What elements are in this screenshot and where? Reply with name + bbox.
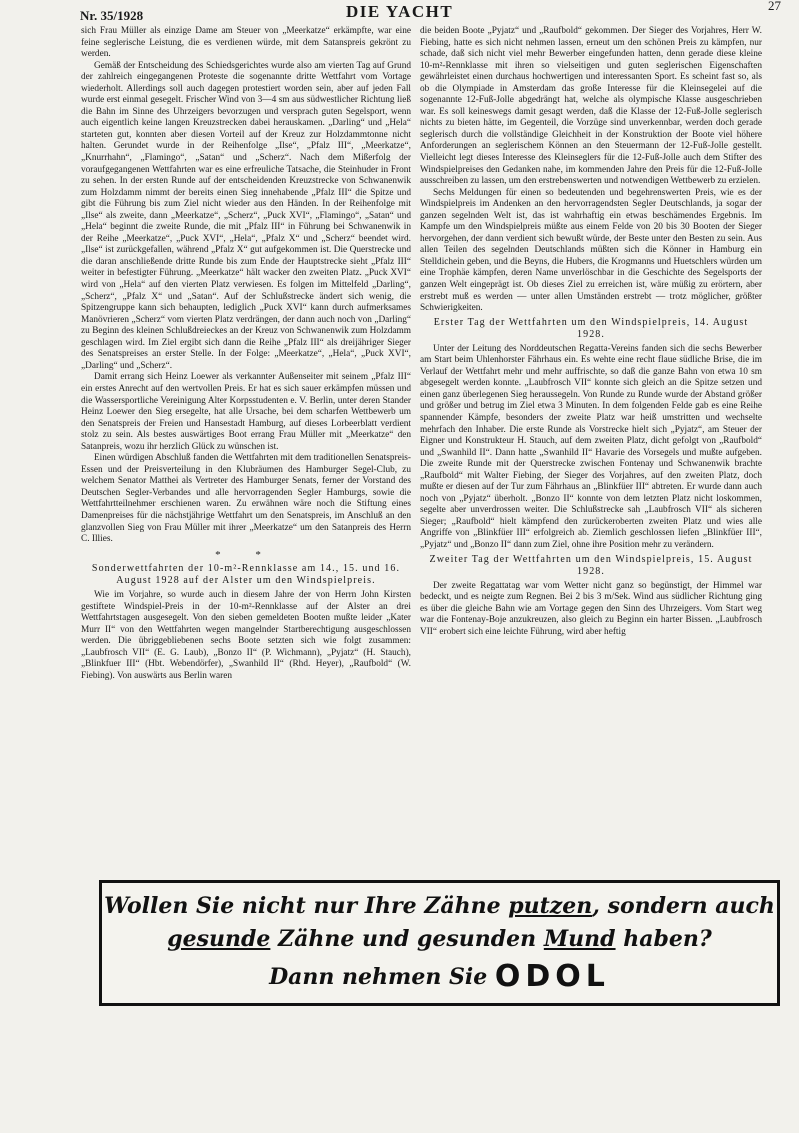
ad-text-underlined: Mund xyxy=(543,926,616,952)
left-column xyxy=(81,26,411,683)
paragraph: Unter der Leitung des Norddeutschen Regatta-Vereins fanden sich die sechs Bewerber am Start beim Uhlenhorster Fährhaus ein. Es wehte eine recht flaue südliche Brise, die im Verlauf der Wettfahrt mehr und mehr auffrischte, so daß die ganze Bahn von etwa 10 sm abgesegelt werden konnte. „Laubfrosch VII“ konnte sich gleich an die Spitze setzen und einen ganz überlegenen Sieg heraussegeln. Von Runde zu Runde wurde der Abstand größer und größer und betrug im Ziel etwa 3 Minuten. In dem folgenden Felde gab es eine Reihe spannender Kämpfe, besonders der zweite Platz war heiß umstritten und wechselte mehrfach den Inhaber. Die erste Runde als Vorstrecke hielt sich „Pyjatz“, am Steuer der Eigner und Konstrukteur H. Stauch, auf dem zweiten Platz, dicht gefolgt von „Raufbold“ und „Swanhild II“. Dann hatte „Swanhild II“ Havarie des Vorsegels und mußte aufgeben. Die zweite Runde mit der Querstrecke zwischen Fontenay und Schwanenwik brachte „Raufbold“ mit Walter Fiebing, der Sieger des Vorjahres, auf den zweiten Platz, doch mußte er diesen auf der Tur zum Fährhaus an „Blinkfüer III“ abtreten. Er wurde dann auch noch von „Pyjatz“ überholt. „Bonzo II“ konnte von dem letzten Platz nicht loskommen, segelte aber unverdrossen weiter. Die Schlußstrecke sah „Laubfrosch VII“ als sicheren Sieger; „Raufbold“ hielt kämpfend den zurückeroberten zweiten Platz und wies alle Angriffe von „Blinkfüer III“ erfolgreich ab. Ziemlich geschlossen liefen „Blinkfüer III“, „Pyjatz“ und „Bonzo II“ dann zum Ziel, ohne ihre Position mehr zu verändern. xyxy=(420,343,762,550)
page-header xyxy=(0,2,799,22)
ad-text-underlined: putzen xyxy=(508,893,593,919)
section-heading: Erster Tag der Wettfahrten um den Windspielpreis, 14. August 1928. xyxy=(433,316,749,340)
section-heading: Zweiter Tag der Wettfahrten um den Windspielpreis, 15. August 1928. xyxy=(429,553,753,577)
paragraph: die beiden Boote „Pyjatz“ und „Raufbold“ gekommen. Der Sieger des Vorjahres, Herr W. Fiebing, hatte es sich nicht nehmen lassen, erneut um den schönen Preis zu kämpfen, nur schade, daß sich nicht viel mehr Bewerber eingefunden hatten, denn gerade diese kleine 10-m²-Rennklasse mit ihren so vielseitigen und guten seglerischen Eigenschaften gewährleistet einen durchaus hochwertigen und interessanten Sport. Es scheint fast so, als ob die Olympiade in Amsterdam das große Interesse für die Kleinsegelei auf die sogenannte 12-Fuß-Jolle abgedrängt hat, welche als olympische Klasse ausgeschrieben war. Es soll keineswegs damit gesagt werden, daß die Klasse der 12-Fuß-Jolle seglerisch nichts zu bieten hätte, im Gegenteil, die Vorzüge sind unverkennbar, werden doch gerade seglerisch durch die vollständige Gleichheit in der Konstruktion der Boote viel höhere Anforderungen an seglerischem Können an den Steuermann der 12-Fuß-Jolle gestellt. Vielleicht legt dieses Interesse des Kleinseglers für die 12-Fuß-Jolle auch dem Stifter des Windspielpreises den Gedanken nahe, im kommenden Jahre den Preis für die 12-Fuß-Jolle ausschreiben zu lassen, um den erstrebenswerten und notwendigen Wettbewerb zu erzielen. xyxy=(420,26,762,187)
section-separator: * * xyxy=(215,548,277,561)
paragraph: Der zweite Regattatag war vom Wetter nicht ganz so begünstigt, der Himmel war bedeckt, und es neigte zum Regnen. Bei 2 bis 3 m/Sek. Wind aus südlicher Richtung ging es über die gleiche Bahn wie am Vortage gegen den Sinn des Uhrzeigers. Vom Start weg war die Fontenay-Boje anzukreuzen, also gleich zu Beginn ein harter Bissen. „Laubfrosch VII“ erobert sich eine leichte Führung, wird aber heftig xyxy=(420,580,762,637)
ad-text: Dann nehmen Sie xyxy=(269,964,495,990)
paragraph: Gemäß der Entscheidung des Schiedsgerichtes wurde also am vierten Tag auf Grund der zahlreich eingegangenen Proteste die sogenannte dritte Wettfahrt vom Vortage wiederholt. Allerdings soll auch dagegen protestiert worden sein, aber auf jeden Fall wurde erst einmal gesegelt. Frischer Wind von 3—4 sm aus südwestlicher Richtung ließ die Bahn im Sinne des Uhrzeigers bevorzugen und versprach guten Segelsport, wenn auch eigentlich keine langen Kreuzstrecken dabei herauskamen. „Darling“ und „Hela“ starteten gut, konnten aber diesen Vorteil auf der Kreuz zur Holzdammtonne nicht halten. Gerundet wurde in der Reihenfolge „Ilse“, „Pfalz III“, „Meerkatze“, „Knurrhahn“, „Flamingo“, „Satan“ und „Scherz“. Nach dem Mißerfolg der voraufgegangenen Wettfahrten war es eine erfreuliche Tatsache, die Steinhuder in Front zu sehen. In der ersten Runde auf der entscheidenden Kreuzstrecke von Schwanenwik zum Holzdamm nimmt der bereits einen Sieg innehabende „Pfalz III“ die Spitze und gibt die Führung bis zum Ziel nicht wieder aus den Händen. In der Reihenfolge mit „Ilse“ als zweite, dann „Meerkatze“, „Scherz“, „Puck XVI“, „Flamingo“, „Satan“ und „Hela“ beginnt die zweite Runde, die mit „Pfalz III“ in Führung bei Schwanenwik in der Reihe „Meerkatze“, „Puck XVI“, „Hela“, „Pfalz X“ und „Scherz“ beendet wird. „Ilse“ ist zurückgefallen, während „Pfalz X“ gut aufgekommen ist. Die Querstrecke und die daran anschließende dritte Runde bis zum Ende der Hauptstrecke sieht „Pfalz III“ weiter in befestigter Führung. „Meerkatze“ hält wacker den zweiten Platz. „Puck XVI“ wird von „Hela“ auf den vierten Platz verwiesen. Es folgen im Mittelfeld „Darling“, „Scherz“, „Pfalz X“ und „Satan“. Auf der Schlußstrecke ändert sich wenig, die Spitzengruppe kann sich behaupten, lediglich „Puck XVI“ kann durch aufmerksames Manövrieren „Scherz“ vom vierten Platz verdrängen, der dann auch noch von „Darling“ zu Beginn des kleinen Schlußdreieckes an der Kreuz von Schwanenwik zum Holzdamm geschlagen wird. Im Ziel ergibt sich dann die Reihe „Pfalz III“ als dreijähriger Sieger des Senatspreises an erster Stelle. In der Folge: „Meerkatze“, „Hela“, „Puck XVI“, „Darling“ und „Scherz“. xyxy=(81,60,411,371)
paragraph: Sechs Meldungen für einen so bedeutenden und begehrenswerten Preis, wie es der Windspielpreis im Andenken an den hervorragendsten Segler Deutschlands, ja sogar der ganzen segelnden Welt ist, das ist wahrhaftig ein etwas beschämendes Ergebnis. Im Kampfe um den Windspielpreis müßte aus einem Felde von 20 bis 30 Booten der Sieger hervorgehen, der dann verdient sich bewußt würde, der Beste unter den Besten zu sein. Aus allen Teilen des segelnden Deutschlands müßten sich die Könner in Hamburg ein Stelldichein geben, und die Beyns, die Hubers, die Krogmanns und Huetschlers würden um eine Trophäe kämpfen, deren Name unverlöschbar in die Geschichte des Segelsports der ganzen Welt eingeprägt ist. Ob dieses Ziel zu erreichen ist, wäre müßig zu erörtern, aber erstrebt muß es werden — unter allen Umständen erstrebt — trotz möglicher, größter Schwierigkeiten. xyxy=(420,187,762,314)
publication-title: DIE YACHT xyxy=(346,2,454,21)
issue-number: Nr. 35/1928 xyxy=(80,8,144,23)
ad-text: haben? xyxy=(615,926,712,952)
ad-line-1 xyxy=(102,893,777,919)
ad-line-3 xyxy=(102,959,777,994)
odol-advertisement xyxy=(99,880,780,1006)
ad-text-underlined: gesunde xyxy=(167,926,271,952)
paragraph: sich Frau Müller als einzige Dame am Steuer von „Meerkatze“ erkämpfte, war eine feine seglerische Leistung, die es verdienen würde, mit dem Satanspreis gekrönt zu werden. xyxy=(81,26,411,60)
paragraph: Damit errang sich Heinz Loewer als verkannter Außenseiter mit seinem „Pfalz III“ ein erstes Anrecht auf den wertvollen Preis. Er hat es sich sauer erkämpfen müssen und die Wassersportliche Vereinigung Alter Korpsstudenten e. V. Berlin, unter deren Stander Heinz Loewer den Sieg ersegelte, hat alle Ursache, bei dem scharfen Wettbewerb um den Senatspreis der Freien und Hansestadt Hamburg, auf dieses Lorbeerblatt verdient stolz zu sein. Als bestes auswärtiges Boot errang Frau Müller mit „Meerkatze“ den Satanpreis, wozu ihr herzlich Glück zu wünschen ist. xyxy=(81,372,411,452)
page-number: 27 xyxy=(768,0,781,13)
brand-name: ODOL xyxy=(494,959,610,994)
ad-text: , sondern auch xyxy=(592,893,775,919)
right-column xyxy=(420,26,762,638)
paragraph: Einen würdigen Abschluß fanden die Wettfahrten mit dem traditionellen Senatspreis-Essen und der Preisverteilung in den Klubräumen des Hamburger Segel-Club, zu welchem Senator Matthei als Vertreter des Hamburger Senats, ferner der Vorstand des Deutschen Segler-Verbandes und alle hervorragenden Segler Hamburgs, sowie die Wettfahrtteilnehmer erschienen waren. Zu erwähnen wäre noch die Stiftung eines Damenpreises für die nächstjährige Wettfahrt um den Senatspreis, im Anschluß an den glanzvollen Sieg von Frau Müller mit ihrer „Meerkatze“ um den Satanpreis des Herrn C. Illies. xyxy=(81,453,411,545)
ad-text: Zähne und gesunden xyxy=(270,926,544,952)
section-heading: Sonderwettfahrten der 10-m²-Rennklasse am 14., 15. und 16. August 1928 auf der Alster um den Windspielpreis. xyxy=(91,563,401,587)
paragraph: Wie im Vorjahre, so wurde auch in diesem Jahre der von Herrn John Kirsten gestiftete Windspiel-Preis in der 10-m²-Rennklasse auf der Alster an drei Wettfahrtstagen ausgesegelt. Von den sieben gemeldeten Booten mußte leider „Kater Murr II“ von den Wettfahrten wegen mangelnder Startberechtigung ausgeschlossen werden. Die übriggebliebenen sechs Boote setzten sich wie folgt zusammen: „Laubfrosch VII“ (E. G. Laub), „Bonzo II“ (P. Wichmann), „Pyjatz“ (H. Stauch), „Blinkfuer III“ (Hbt. Webendörfer), „Swanhild II“ (Rhd. Heyer), „Raufbold“ (W. Fiebing). Von auswärts aus Berlin waren xyxy=(81,590,411,681)
ad-text: Wollen Sie nicht nur Ihre Zähne xyxy=(104,893,509,919)
ad-line-2 xyxy=(102,926,777,952)
